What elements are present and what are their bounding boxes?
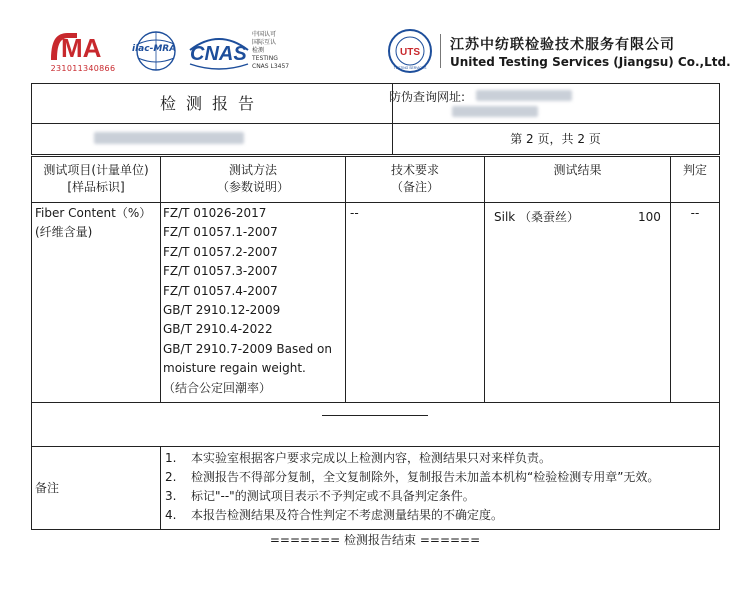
uts-logo bbox=[387, 28, 433, 74]
company-name-cn: 江苏中纺联检验技术服务有限公司 bbox=[450, 37, 675, 53]
uts-badge-text: UTS bbox=[400, 47, 420, 58]
report-info-table bbox=[31, 83, 720, 155]
uts-ring-text: TESTING SERVICES bbox=[393, 66, 427, 70]
results-table bbox=[31, 156, 720, 530]
svg-text:MA: MA bbox=[61, 33, 102, 62]
cnas-logo bbox=[186, 30, 252, 72]
divider bbox=[484, 157, 485, 402]
list-item: 1. 本实验室根据客户要求完成以上检测内容，检测结果只对来样负责。 bbox=[165, 451, 552, 465]
list-item: 3. 标记"--"的测试项目表示不予判定或不具备判定条件。 bbox=[165, 489, 475, 503]
redacted-id bbox=[452, 106, 538, 117]
item-cell: Fiber Content（%） (纤维含量) bbox=[35, 206, 152, 240]
remarks-label: 备注 bbox=[35, 481, 60, 495]
redacted-url bbox=[476, 90, 572, 101]
report-end-marker: ======= 检测报告结束 ====== bbox=[269, 533, 481, 547]
list-item: 4. 本报告检测结果及符合性判定不考虑测量结果的不确定度。 bbox=[165, 508, 504, 522]
cma-number: 231011340866 bbox=[50, 64, 116, 73]
remarks-list bbox=[165, 450, 717, 524]
method-cell: FZ/T 01026-2017 FZ/T 01057.1-2007 FZ/T 01057.2-2007 FZ/T 01057.3-2007 FZ/T 01057.4-2007 GB/T 2910.12-2009 GB/T 2910.4-2022 GB/T 2910.7-2009 Based on moisture regain weight. （结合公定回潮率） bbox=[163, 206, 332, 395]
header-method: 测试方法 （参数说明） bbox=[216, 163, 289, 194]
list-item: 2. 检测报告不得部分复制，全文复制除外，复制报告未加盖本机构“检验检测专用章”无效。 bbox=[165, 470, 660, 484]
result-value: 100 bbox=[638, 210, 661, 224]
divider bbox=[32, 402, 719, 403]
verify-url-label: 防伪查询网址: bbox=[389, 90, 466, 104]
requirement-cell: -- bbox=[350, 206, 359, 220]
judgement-cell: -- bbox=[690, 206, 700, 220]
header-requirement: 技术要求 （备注） bbox=[390, 163, 439, 194]
divider bbox=[32, 202, 719, 203]
header-divider bbox=[440, 34, 441, 68]
report-title: 检测报告 bbox=[159, 94, 264, 113]
cnas-logo-text: CNAS bbox=[190, 43, 247, 65]
cma-logo bbox=[47, 30, 121, 62]
company-name-en: United Testing Services (Jiangsu) Co.,Ltd. bbox=[450, 55, 731, 69]
divider bbox=[32, 446, 719, 447]
result-fiber: Silk （桑蚕丝） bbox=[494, 210, 580, 224]
divider bbox=[322, 415, 428, 416]
divider bbox=[670, 157, 671, 402]
redacted-report-number bbox=[94, 132, 244, 144]
cnas-accreditation-text: 中国认可 国际互认 检测 TESTING CNAS L3457 bbox=[252, 31, 290, 70]
page-info: 第 2 页，共 2 页 bbox=[510, 132, 601, 146]
ilac-mra-text: ilac-MRA bbox=[132, 44, 177, 54]
header-item: 测试项目(计量单位) [样品标识] bbox=[43, 163, 149, 194]
divider bbox=[160, 446, 161, 529]
header-result: 测试结果 bbox=[553, 163, 602, 177]
header-judgement: 判定 bbox=[682, 163, 707, 177]
